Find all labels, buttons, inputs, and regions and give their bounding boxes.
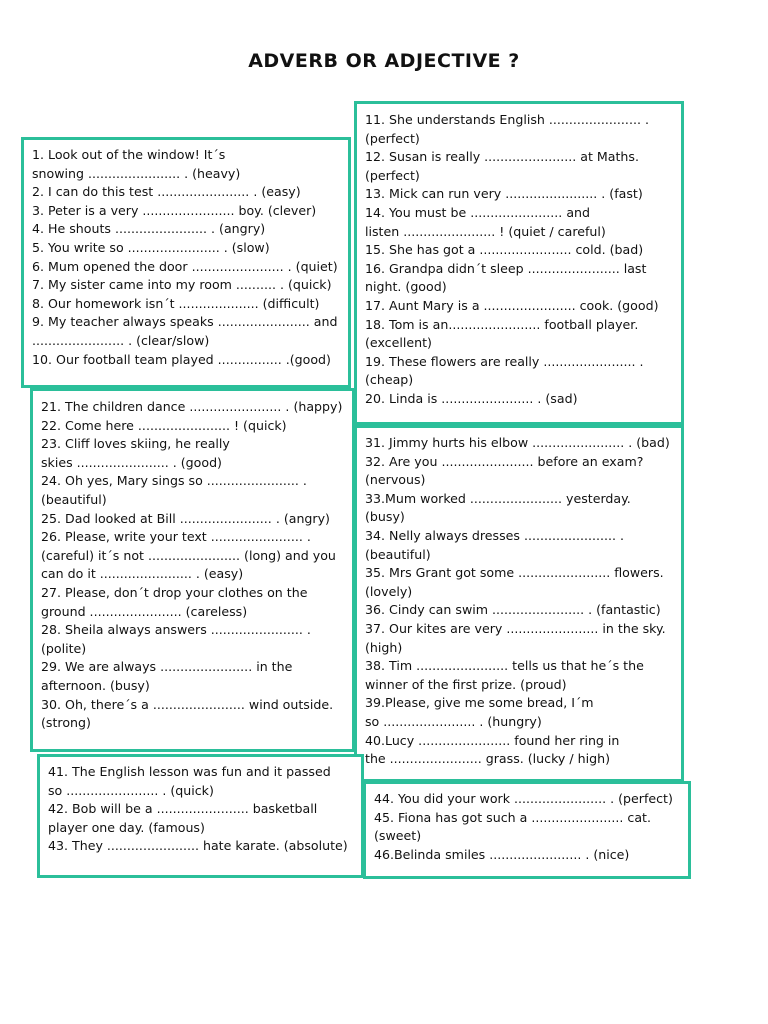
exercise-line: afternoon. (busy) [41, 677, 150, 693]
exercise-box-1-10 [21, 137, 351, 388]
exercise-line: 3. Peter is a very ....................... boy. (clever) [32, 202, 317, 218]
exercise-line: 19. These flowers are really ....................... . [365, 353, 644, 369]
exercise-box-44-46 [363, 781, 691, 879]
exercise-line: ....................... . (clear/slow) [32, 332, 210, 348]
exercise-line: 38. Tim ....................... tells us that he´s the [365, 658, 644, 674]
exercise-line: 46.Belinda smiles ....................... . (nice) [374, 846, 630, 862]
exercise-line: (polite) [41, 640, 87, 656]
exercise-line: 24. Oh yes, Mary sings so ....................... . [41, 473, 307, 489]
exercise-line: 25. Dad looked at Bill ....................... . (angry) [41, 510, 330, 526]
exercise-line: listen ....................... ! (quiet / careful) [365, 223, 606, 239]
exercise-line: night. (good) [365, 279, 447, 295]
exercise-line: 33.Mum worked ....................... yesterday. [365, 490, 631, 506]
exercise-line: 2. I can do this test ....................... . (easy) [32, 184, 301, 200]
exercise-line: 44. You did your work ....................... . (perfect) [374, 791, 673, 806]
exercise-line: 26. Please, write your text ....................... . [41, 529, 311, 545]
exercise-line: 40.Lucy ....................... found her ring in [365, 732, 620, 748]
exercise-line: (busy) [365, 509, 405, 525]
exercise-line: 9. My teacher always speaks ....................... and [32, 314, 338, 330]
exercise-line: (sweet) [374, 828, 422, 844]
exercise-line: so ....................... . (hungry) [365, 713, 542, 729]
exercise-line: 16. Grandpa didn´t sleep ....................... last [365, 260, 647, 276]
exercise-box-21-30 [30, 388, 355, 752]
exercise-line: 27. Please, don´t drop your clothes on the [41, 584, 308, 600]
exercise-line: 12. Susan is really ....................... at Maths. [365, 149, 639, 165]
exercise-line: (beautiful) [365, 546, 431, 562]
exercise-line: (perfect) [365, 130, 420, 146]
exercise-line: 42. Bob will be a ....................... basketball [48, 801, 318, 817]
exercise-line: (excellent) [365, 335, 432, 351]
exercise-line: (high) [365, 639, 403, 655]
exercise-line: 39.Please, give me some bread, I´m [365, 695, 594, 711]
exercise-line: 15. She has got a ....................... cold. (bad) [365, 242, 644, 258]
exercise-line: so ....................... . (quick) [48, 782, 214, 798]
exercise-line: can do it ....................... . (easy) [41, 566, 244, 582]
exercise-line: snowing ....................... . (heavy) [32, 165, 241, 181]
exercise-line: 13. Mick can run very ....................... . (fast) [365, 186, 643, 202]
exercise-line: skies ....................... . (good) [41, 454, 222, 470]
exercise-line: (cheap) [365, 372, 414, 388]
exercise-line: 4. He shouts ....................... . (angry) [32, 221, 266, 237]
exercise-line: 28. Sheila always answers ....................... . [41, 622, 311, 638]
exercise-line: (perfect) [365, 167, 420, 183]
exercise-line: 6. Mum opened the door ....................... . (quiet) [32, 258, 338, 274]
exercise-line: (nervous) [365, 472, 426, 488]
exercise-line: 29. We are always ....................... in the [41, 659, 293, 675]
exercise-line: 36. Cindy can swim ....................... . (fantastic) [365, 602, 661, 618]
exercise-line: 7. My sister came into my room .......... . (quick) [32, 277, 332, 293]
exercise-line: (strong) [41, 715, 91, 731]
exercise-line: 43. They ....................... hate karate. (absolute) [48, 838, 348, 854]
exercise-line: 1. Look out of the window! It´s [32, 147, 226, 162]
exercise-line: 31. Jimmy hurts his elbow ....................... . (bad) [365, 435, 670, 450]
exercise-line: 45. Fiona has got such a ....................... cat. [374, 809, 652, 825]
exercise-line: 41. The English lesson was fun and it passed [48, 764, 331, 779]
exercise-line: 22. Come here ....................... ! (quick) [41, 417, 287, 433]
exercise-line: player one day. (famous) [48, 819, 205, 835]
exercise-line: 8. Our homework isn´t .................... (difficult) [32, 295, 320, 311]
exercise-line: 21. The children dance ....................... . (happy) [41, 399, 343, 414]
exercise-line: 32. Are you ....................... before an exam? [365, 453, 644, 469]
exercise-line: 37. Our kites are very ....................... in the sky. [365, 620, 666, 636]
exercise-line: the ....................... grass. (lucky / high) [365, 751, 610, 767]
exercise-line: 30. Oh, there´s a ....................... wind outside. [41, 696, 334, 712]
exercise-box-11-20 [354, 101, 684, 425]
exercise-line: (careful) it´s not ....................... (long) and you [41, 547, 336, 563]
exercise-line: 11. She understands English ....................... . [365, 112, 649, 127]
exercise-line: 34. Nelly always dresses ....................... . [365, 527, 625, 543]
exercise-line: 35. Mrs Grant got some ....................... flowers. [365, 565, 664, 581]
exercise-line: (beautiful) [41, 491, 107, 507]
worksheet-title: ADVERB OR ADJECTIVE ? [248, 50, 520, 72]
exercise-line: (lovely) [365, 583, 413, 599]
exercise-line: 20. Linda is ....................... . (sad) [365, 390, 578, 406]
exercise-line: 14. You must be ....................... and [365, 204, 591, 220]
exercise-line: winner of the first prize. (proud) [365, 676, 567, 692]
exercise-line: 18. Tom is an....................... football player. [365, 316, 639, 332]
exercise-box-41-43 [37, 754, 364, 878]
exercise-line: 17. Aunt Mary is a ....................... cook. (good) [365, 297, 659, 313]
exercise-line: ground ....................... (careless) [41, 603, 248, 619]
exercise-line: 10. Our football team played ................ .(good) [32, 351, 331, 367]
exercise-line: 23. Cliff loves skiing, he really [41, 436, 230, 452]
exercise-box-31-40 [354, 425, 684, 782]
exercise-line: 5. You write so ....................... . (slow) [32, 239, 270, 255]
